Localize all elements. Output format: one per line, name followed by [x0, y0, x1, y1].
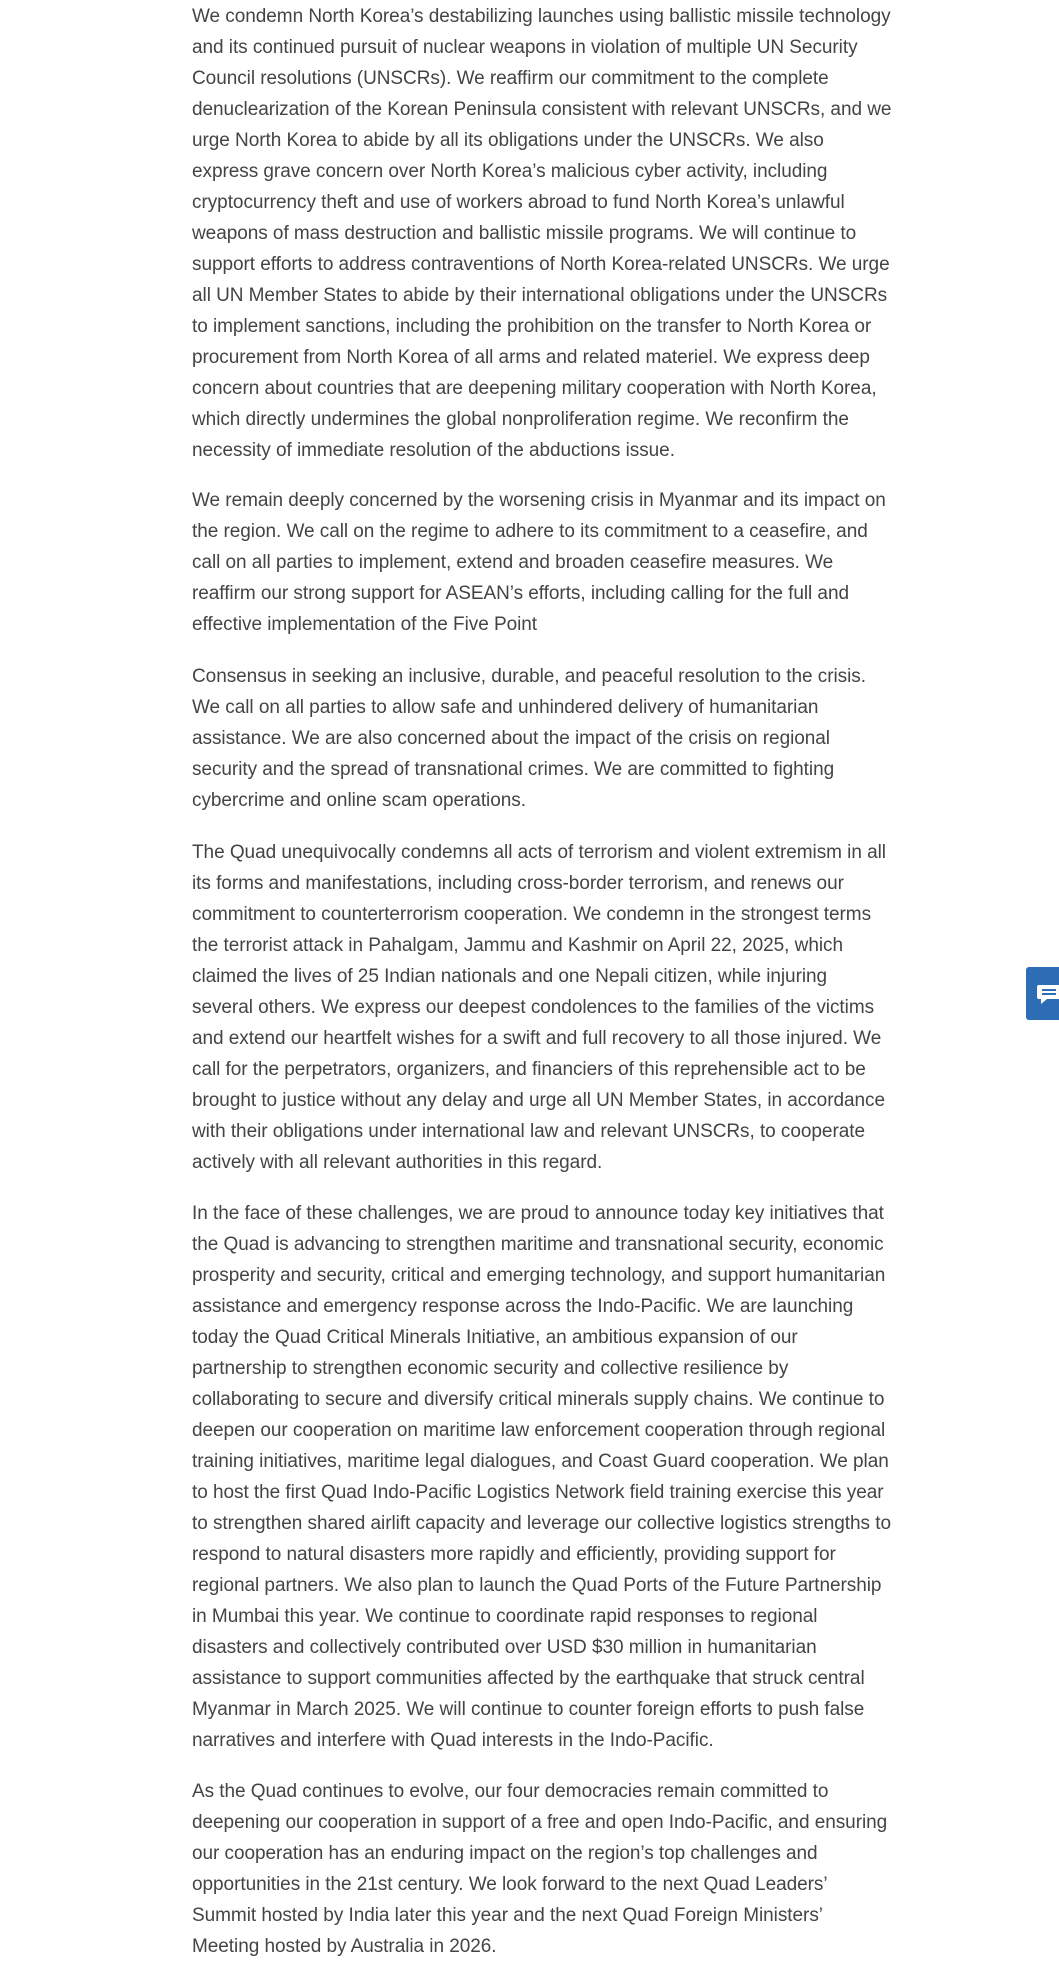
paragraph-north-korea: We condemn North Korea’s destabilizing launches using ballistic missile technology and its continued pursuit of nuclear weapons in violation of multiple UN Security Council resolutions (UNSCRs). We reaffirm our commitment to the complete denuclearization of the Korean Peninsula consistent with relevant UNSCRs, and we urge North Korea to abide by all its obligations under the UNSCRs. We also express grave concern over North Korea’s malicious cyber activity, including cryptocurrency theft and use of workers abroad to fund North Korea’s unlawful weapons of mass destruction and ballistic missile programs. We will continue to support efforts to address contraventions of North Korea-related UNSCRs. We urge all UN Member States to abide by their international obligations under the UNSCRs to implement sanctions, including the prohibition on the transfer to North Korea or procurement from North Korea of all arms and related materiel. We express deep concern about countries that are deepening military cooperation with North Korea, which directly undermines the global nonproliferation regime. We reconfirm the necessity of immediate resolution of the abductions issue.: [192, 6, 892, 461]
chat-widget-button[interactable]: [1026, 967, 1059, 1020]
paragraph-conclusion: As the Quad continues to evolve, our four democracies remain committed to deepening our cooperation in support of a free and open Indo-Pacific, and ensuring our cooperation has an enduring impact on the region’s top challenges and opportunities in the 21st century. We look forward to the next Quad Leaders’ Summit hosted by India later this year and the next Quad Foreign Ministers’ Meeting hosted by Australia in 2026.: [192, 1781, 888, 1957]
paragraph-initiatives: In the face of these challenges, we are proud to announce today key initiatives that the Quad is advancing to strengthen maritime and transnational security, economic prosperity and security, critical and emerging technology, and support humanitarian assistance and emergency response across the Indo-Pacific. We are launching today the Quad Critical Minerals Initiative, an ambitious expansion of our partnership to strengthen economic security and collective resilience by collaborating to secure and diversify critical minerals supply chains. We continue to deepen our cooperation on maritime law enforcement cooperation through regional training initiatives, maritime legal dialogues, and Coast Guard cooperation. We plan to host the first Quad Indo-Pacific Logistics Network field training exercise this year to strengthen shared airlift capacity and leverage our collective logistics strengths to respond to natural disasters more rapidly and efficiently, providing support for regional partners. We also plan to launch the Quad Ports of the Future Partnership in Mumbai this year. We continue to coordinate rapid responses to regional disasters and collectively contributed over USD $30 million in humanitarian assistance to support communities affected by the earthquake that struck central Myanmar in March 2025. We will continue to counter foreign efforts to push false narratives and interfere with Quad interests in the Indo-Pacific.: [192, 1203, 891, 1751]
chat-bubble-icon: [1036, 982, 1059, 1006]
paragraph-myanmar-consensus: Consensus in seeking an inclusive, durable, and peaceful resolution to the crisis. We call on all parties to allow safe and unhindered delivery of humanitarian assistance. We are also concerned about the impact of the crisis on regional security and the spread of transnational crimes. We are committed to fighting cybercrime and online scam operations.: [192, 666, 866, 811]
paragraph-myanmar: We remain deeply concerned by the worsening crisis in Myanmar and its impact on the region. We call on the regime to adhere to its commitment to a ceasefire, and call on all parties to implement, extend and broaden ceasefire measures. We reaffirm our strong support for ASEAN’s efforts, including calling for the full and effective implementation of the Five Point: [192, 490, 886, 635]
paragraph-terrorism: The Quad unequivocally condemns all acts of terrorism and violent extremism in all its forms and manifestations, including cross-border terrorism, and renews our commitment to counterterrorism cooperation. We condemn in the strongest terms the terrorist attack in Pahalgam, Jammu and Kashmir on April 22, 2025, which claimed the lives of 25 Indian nationals and one Nepali citizen, while injuring several others. We express our deepest condolences to the families of the victims and extend our heartfelt wishes for a swift and full recovery to all those injured. We call for the perpetrators, organizers, and financiers of this reprehensible act to be brought to justice without any delay and urge all UN Member States, in accordance with their obligations under international law and relevant UNSCRs, to cooperate actively with all relevant authorities in this regard.: [192, 842, 886, 1173]
